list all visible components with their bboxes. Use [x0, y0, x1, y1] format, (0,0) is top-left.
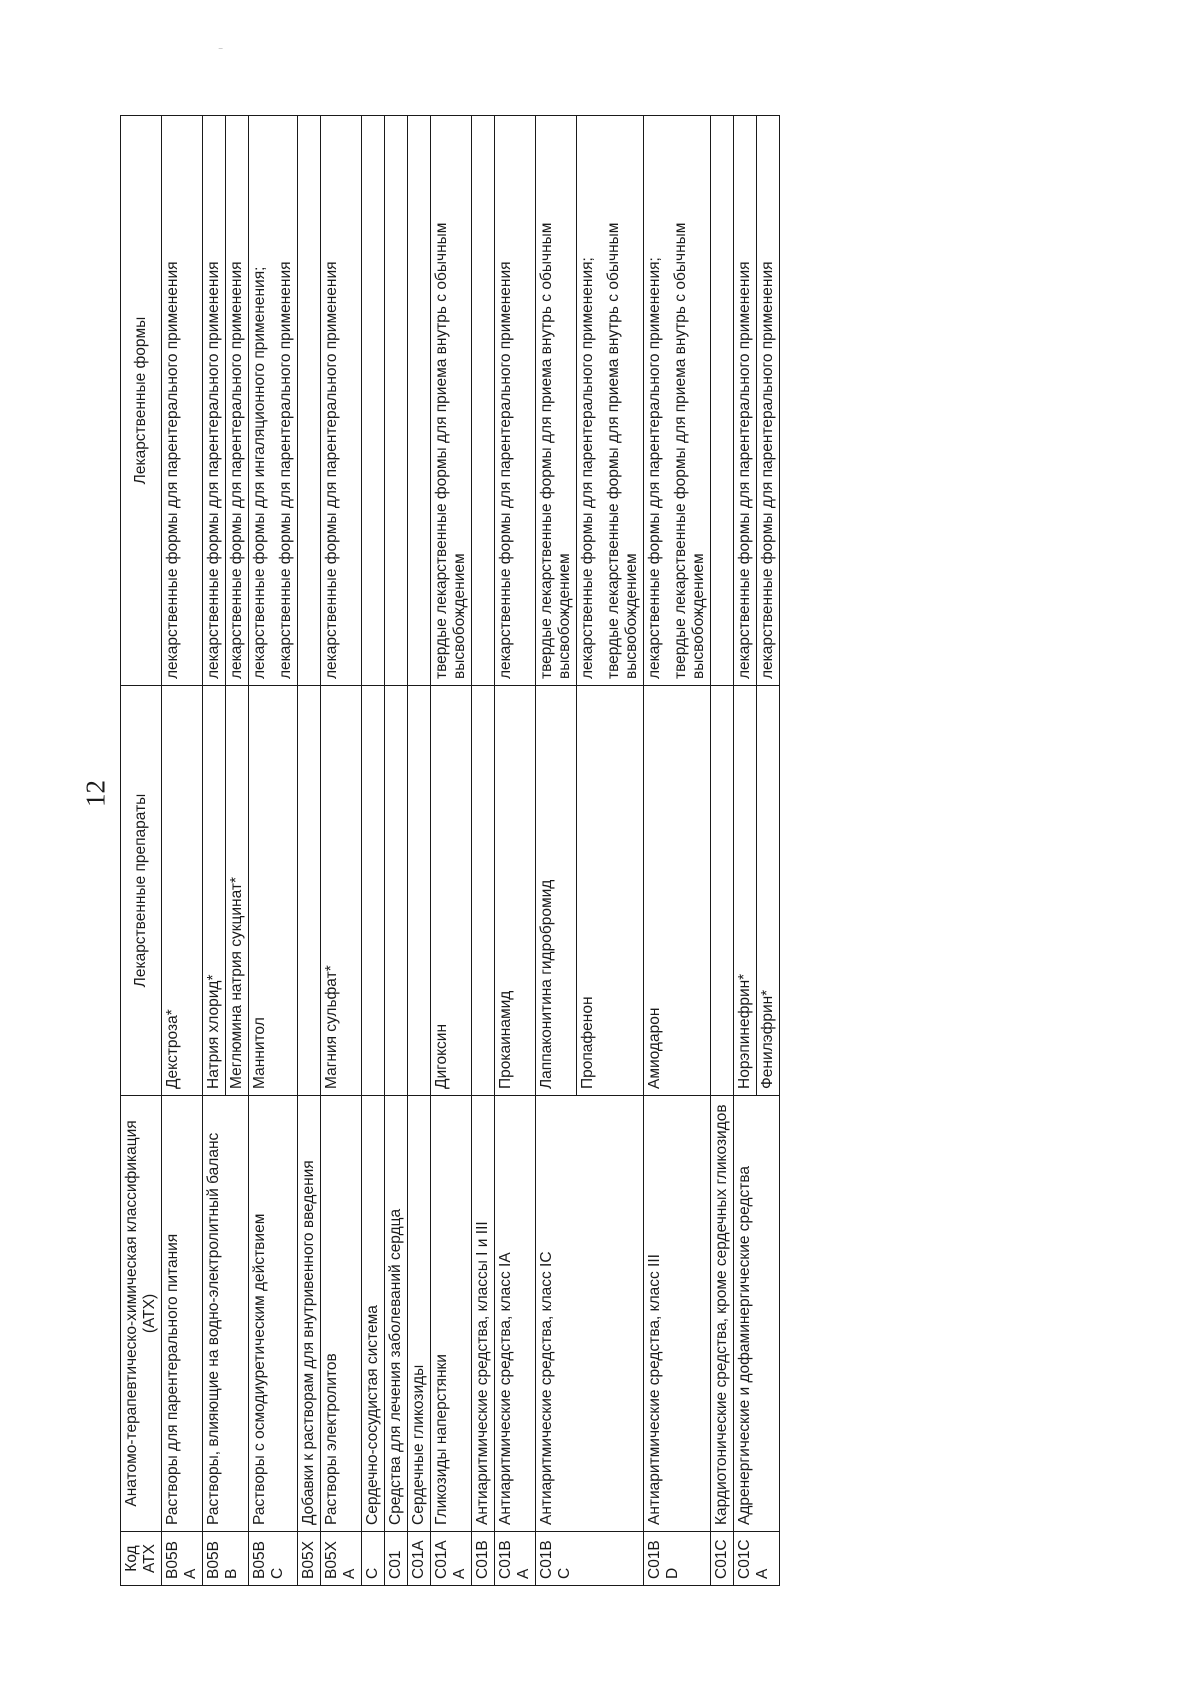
dosage-form-text: лекарственные формы для парентерального применения — [228, 261, 245, 679]
atc-code-cell: B05BA — [162, 1532, 203, 1586]
table-row — [203, 116, 226, 1586]
drug-name-cell — [472, 686, 495, 1096]
dosage-form-text: лекарственные формы для парентерального применения — [759, 261, 776, 679]
atc-name-cell: Сердечные гликозиды — [408, 1096, 431, 1532]
atc-code-cell: C01A — [408, 1532, 431, 1586]
dosage-form-text: лекарственные формы для парентерального применения — [205, 261, 222, 679]
dosage-forms-cell — [757, 116, 780, 686]
drug-name-cell: Меглюмина натрия сукцинат* — [226, 686, 249, 1096]
scan-mark: ⁻ — [218, 46, 224, 57]
dosage-forms-cell — [362, 116, 385, 686]
table-header-row — [121, 116, 162, 1586]
dosage-form-text: лекарственные формы для парентерального применения — [497, 261, 514, 679]
drug-name-cell — [362, 686, 385, 1096]
dosage-form-text: лекарственные формы для парентерального применения; — [646, 257, 663, 679]
atc-name-cell: Сердечно-сосудистая система — [362, 1096, 385, 1532]
dosage-form-text: лекарственные формы для ингаляционного применения; — [251, 266, 268, 679]
dosage-forms-cell — [226, 116, 249, 686]
table-row — [644, 116, 711, 1586]
atc-name-cell: Антиаритмические средства, класс III — [644, 1096, 711, 1532]
atc-name-cell: Антиаритмические средства, класс IC — [536, 1096, 644, 1532]
atc-code-cell: B05XA — [321, 1532, 362, 1586]
dosage-forms-cell — [203, 116, 226, 686]
table-row — [321, 116, 362, 1586]
table-row — [362, 116, 385, 1586]
atc-table-container — [120, 116, 1060, 1586]
atc-name-cell: Растворы, влияющие на водно-электролитный баланс — [203, 1096, 249, 1532]
dosage-forms-cell — [298, 116, 321, 686]
dosage-forms-cell — [162, 116, 203, 686]
dosage-forms-cell — [431, 116, 472, 686]
atc-name-cell: Антиаритмические средства, классы I и III — [472, 1096, 495, 1532]
table-row — [495, 116, 536, 1586]
page-number: 12 — [80, 780, 111, 807]
drug-name-cell — [298, 686, 321, 1096]
atc-code-cell: C — [362, 1532, 385, 1586]
atc-name-cell: Кардиотонические средства, кроме сердечных гликозидов — [711, 1096, 734, 1532]
drug-name-cell: Фенилэфрин* — [757, 686, 780, 1096]
drug-name-cell — [711, 686, 734, 1096]
table-row — [472, 116, 495, 1586]
dosage-forms-cell — [734, 116, 757, 686]
drug-name-cell: Декстроза* — [162, 686, 203, 1096]
atc-code-cell: C01 — [385, 1532, 408, 1586]
drug-name-cell: Магния сульфат* — [321, 686, 362, 1096]
header-drugs: Лекарственные препараты — [121, 686, 162, 1096]
atc-code-cell: B05BC — [249, 1532, 298, 1586]
atc-name-cell: Антиаритмические средства, класс IA — [495, 1096, 536, 1532]
drug-name-cell: Прокаинамид — [495, 686, 536, 1096]
atc-name-cell: Гликозиды наперстянки — [431, 1096, 472, 1532]
dosage-form-text: твердые лекарственные формы для приема внутрь с обычным высвобождением — [433, 222, 468, 679]
atc-table — [120, 115, 780, 1586]
atc-code-cell: B05BB — [203, 1532, 249, 1586]
atc-code-cell: C01B — [472, 1532, 495, 1586]
table-row — [385, 116, 408, 1586]
drug-name-cell: Норэпинефрин* — [734, 686, 757, 1096]
dosage-form-text: лекарственные формы для парентерального применения; — [579, 257, 596, 679]
atc-code-cell: B05X — [298, 1532, 321, 1586]
dosage-form-text: лекарственные формы для парентерального применения — [323, 261, 340, 679]
atc-code-cell: C01C — [711, 1532, 734, 1586]
drug-name-cell: Лаппаконитина гидробромид — [536, 686, 577, 1096]
dosage-forms-cell — [249, 116, 298, 686]
atc-code-cell: C01BC — [536, 1532, 644, 1586]
dosage-form-text: твердые лекарственные формы для приема внутрь с обычным высвобождением — [538, 222, 573, 679]
table-body — [162, 116, 780, 1586]
drug-name-cell — [408, 686, 431, 1096]
table-row — [536, 116, 577, 1586]
atc-code-cell: C01BD — [644, 1532, 711, 1586]
table-row — [431, 116, 472, 1586]
header-forms: Лекарственные формы — [121, 116, 162, 686]
atc-name-cell: Адренергические и дофаминергические средства — [734, 1096, 780, 1532]
atc-name-cell: Растворы для парентерального питания — [162, 1096, 203, 1532]
atc-name-cell: Растворы с осмодиуретическим действием — [249, 1096, 298, 1532]
header-code: Код АТХ — [121, 1532, 162, 1586]
dosage-form-text: лекарственные формы для парентерального применения — [164, 261, 181, 679]
table-row — [408, 116, 431, 1586]
table-row — [711, 116, 734, 1586]
atc-name-cell: Средства для лечения заболеваний сердца — [385, 1096, 408, 1532]
dosage-forms-cell — [644, 116, 711, 686]
atc-code-cell: C01AA — [431, 1532, 472, 1586]
table-row — [162, 116, 203, 1586]
drug-name-cell: Амиодарон — [644, 686, 711, 1096]
drug-name-cell — [385, 686, 408, 1096]
dosage-form-text: лекарственные формы для парентерального применения — [277, 261, 294, 679]
dosage-forms-cell — [536, 116, 577, 686]
drug-name-cell: Дигоксин — [431, 686, 472, 1096]
dosage-forms-cell — [385, 116, 408, 686]
drug-name-cell: Натрия хлорид* — [203, 686, 226, 1096]
dosage-forms-cell — [472, 116, 495, 686]
atc-code-cell: C01CA — [734, 1532, 780, 1586]
drug-name-cell: Пропафенон — [577, 686, 644, 1096]
atc-name-cell: Растворы электролитов — [321, 1096, 362, 1532]
dosage-form-text: твердые лекарственные формы для приема внутрь с обычным высвобождением — [605, 222, 640, 679]
table-row — [734, 116, 757, 1586]
table-row — [298, 116, 321, 1586]
atc-name-cell: Добавки к растворам для внутривенного введения — [298, 1096, 321, 1532]
dosage-forms-cell — [711, 116, 734, 686]
drug-name-cell: Маннитол — [249, 686, 298, 1096]
dosage-forms-cell — [321, 116, 362, 686]
dosage-forms-cell — [577, 116, 644, 686]
dosage-form-text: твердые лекарственные формы для приема внутрь с обычным высвобождением — [672, 222, 707, 679]
header-atc: Анатомо-терапевтическо-химическая классификация (АТХ) — [121, 1096, 162, 1532]
dosage-forms-cell — [408, 116, 431, 686]
atc-code-cell: C01BA — [495, 1532, 536, 1586]
table-row — [249, 116, 298, 1586]
dosage-forms-cell — [495, 116, 536, 686]
dosage-form-text: лекарственные формы для парентерального применения — [736, 261, 753, 679]
